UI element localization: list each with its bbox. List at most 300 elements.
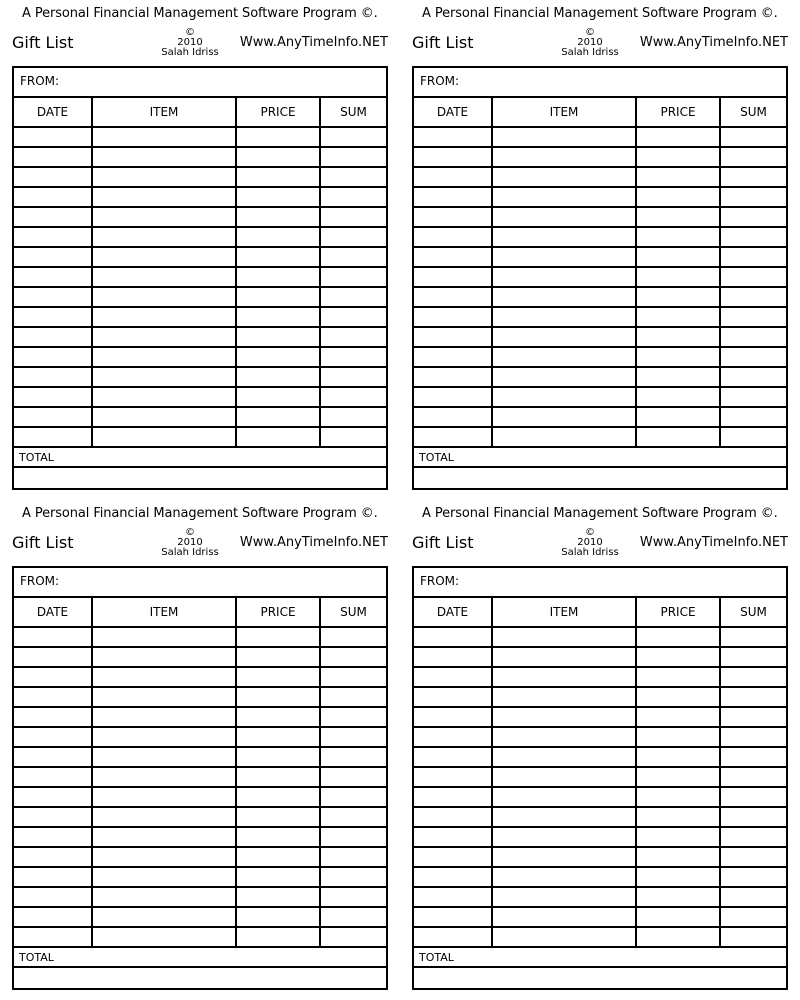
- total-value-field[interactable]: [414, 468, 786, 486]
- date-cell[interactable]: [14, 347, 92, 367]
- price-cell[interactable]: [236, 407, 320, 427]
- price-cell[interactable]: [236, 787, 320, 807]
- date-cell[interactable]: [14, 747, 92, 767]
- date-cell[interactable]: [414, 827, 492, 847]
- price-cell[interactable]: [236, 667, 320, 687]
- date-cell[interactable]: [14, 927, 92, 947]
- date-cell[interactable]: [14, 427, 92, 447]
- price-cell[interactable]: [636, 167, 720, 187]
- date-cell[interactable]: [14, 247, 92, 267]
- date-cell[interactable]: [414, 387, 492, 407]
- copyright-block: [150, 28, 230, 58]
- sum-cell[interactable]: [320, 927, 386, 947]
- date-cell[interactable]: [14, 727, 92, 747]
- item-cell[interactable]: [92, 747, 236, 767]
- date-cell[interactable]: [14, 687, 92, 707]
- date-cell[interactable]: [14, 167, 92, 187]
- sum-cell[interactable]: [720, 207, 786, 227]
- item-cell[interactable]: [92, 127, 236, 147]
- date-cell[interactable]: [414, 307, 492, 327]
- price-cell[interactable]: [236, 867, 320, 887]
- table-row: [414, 667, 786, 687]
- sum-cell[interactable]: [720, 867, 786, 887]
- column-header-date: DATE: [414, 598, 492, 627]
- date-cell[interactable]: [414, 187, 492, 207]
- sum-cell[interactable]: [720, 407, 786, 427]
- price-cell[interactable]: [636, 687, 720, 707]
- table-header-row: [14, 598, 386, 627]
- sum-cell[interactable]: [720, 127, 786, 147]
- item-cell[interactable]: [92, 627, 236, 647]
- sum-cell[interactable]: [320, 127, 386, 147]
- item-cell[interactable]: [92, 907, 236, 927]
- item-cell[interactable]: [92, 207, 236, 227]
- date-cell[interactable]: [414, 347, 492, 367]
- item-cell[interactable]: [492, 687, 636, 707]
- sum-cell[interactable]: [720, 767, 786, 787]
- table-row: [14, 827, 386, 847]
- item-cell[interactable]: [492, 707, 636, 727]
- date-cell[interactable]: [414, 427, 492, 447]
- price-cell[interactable]: [636, 287, 720, 307]
- sum-cell[interactable]: [320, 747, 386, 767]
- sum-cell[interactable]: [320, 907, 386, 927]
- from-field[interactable]: [414, 568, 786, 598]
- date-cell[interactable]: [414, 867, 492, 887]
- sum-cell[interactable]: [720, 887, 786, 907]
- date-cell[interactable]: [14, 807, 92, 827]
- item-cell[interactable]: [492, 167, 636, 187]
- price-cell[interactable]: [236, 887, 320, 907]
- item-cell[interactable]: [92, 667, 236, 687]
- sum-cell[interactable]: [720, 807, 786, 827]
- price-cell[interactable]: [236, 147, 320, 167]
- item-cell[interactable]: [92, 707, 236, 727]
- date-cell[interactable]: [14, 227, 92, 247]
- item-cell[interactable]: [92, 247, 236, 267]
- price-cell[interactable]: [636, 727, 720, 747]
- date-cell[interactable]: [14, 847, 92, 867]
- date-cell[interactable]: [14, 287, 92, 307]
- date-cell[interactable]: [14, 887, 92, 907]
- price-cell[interactable]: [636, 887, 720, 907]
- price-cell[interactable]: [236, 127, 320, 147]
- website-link[interactable]: Www.AnyTimeInfo.NET: [639, 35, 788, 50]
- item-cell[interactable]: [492, 367, 636, 387]
- sum-cell[interactable]: [320, 667, 386, 687]
- from-field[interactable]: [414, 68, 786, 98]
- item-cell[interactable]: [492, 347, 636, 367]
- item-cell[interactable]: [492, 127, 636, 147]
- website-link[interactable]: Www.AnyTimeInfo.NET: [639, 535, 788, 550]
- date-cell[interactable]: [414, 927, 492, 947]
- price-cell[interactable]: [236, 807, 320, 827]
- price-cell[interactable]: [236, 687, 320, 707]
- table-header-row: [414, 598, 786, 627]
- sum-cell[interactable]: [720, 827, 786, 847]
- sum-cell[interactable]: [720, 647, 786, 667]
- item-cell[interactable]: [492, 327, 636, 347]
- date-cell[interactable]: [14, 127, 92, 147]
- item-cell[interactable]: [492, 267, 636, 287]
- price-cell[interactable]: [636, 367, 720, 387]
- sum-cell[interactable]: [720, 727, 786, 747]
- website-link[interactable]: Www.AnyTimeInfo.NET: [239, 35, 388, 50]
- website-link[interactable]: Www.AnyTimeInfo.NET: [239, 535, 388, 550]
- item-cell[interactable]: [492, 927, 636, 947]
- table-row: [14, 887, 386, 907]
- price-cell[interactable]: [636, 747, 720, 767]
- price-cell[interactable]: [636, 787, 720, 807]
- price-cell[interactable]: [636, 767, 720, 787]
- sum-cell[interactable]: [320, 767, 386, 787]
- item-cell[interactable]: [92, 347, 236, 367]
- price-cell[interactable]: [636, 427, 720, 447]
- price-cell[interactable]: [636, 247, 720, 267]
- sum-cell[interactable]: [720, 247, 786, 267]
- sum-cell[interactable]: [720, 707, 786, 727]
- sum-cell[interactable]: [720, 307, 786, 327]
- price-cell[interactable]: [636, 927, 720, 947]
- gift-list-sheet: [412, 504, 788, 996]
- total-label: TOTAL: [19, 451, 54, 464]
- sum-cell[interactable]: [320, 627, 386, 647]
- sum-cell[interactable]: [320, 207, 386, 227]
- price-cell[interactable]: [236, 927, 320, 947]
- item-cell[interactable]: [92, 787, 236, 807]
- from-label: FROM:: [20, 574, 60, 588]
- date-cell[interactable]: [14, 407, 92, 427]
- price-cell[interactable]: [236, 847, 320, 867]
- date-cell[interactable]: [414, 787, 492, 807]
- price-cell[interactable]: [236, 247, 320, 267]
- column-header-sum: SUM: [320, 98, 386, 127]
- date-cell[interactable]: [414, 227, 492, 247]
- item-cell[interactable]: [492, 767, 636, 787]
- item-cell[interactable]: [492, 187, 636, 207]
- item-cell[interactable]: [492, 887, 636, 907]
- date-cell[interactable]: [414, 367, 492, 387]
- sum-cell[interactable]: [320, 687, 386, 707]
- date-cell[interactable]: [414, 647, 492, 667]
- sum-cell[interactable]: [320, 847, 386, 867]
- table-row: [414, 167, 786, 187]
- table-header-row: [414, 98, 786, 127]
- item-cell[interactable]: [92, 167, 236, 187]
- date-cell[interactable]: [14, 207, 92, 227]
- table-row: [14, 327, 386, 347]
- price-cell[interactable]: [236, 167, 320, 187]
- sum-cell[interactable]: [320, 267, 386, 287]
- price-cell[interactable]: [236, 367, 320, 387]
- price-cell[interactable]: [236, 387, 320, 407]
- date-cell[interactable]: [414, 847, 492, 867]
- price-cell[interactable]: [636, 147, 720, 167]
- sum-cell[interactable]: [320, 347, 386, 367]
- from-label: FROM:: [420, 74, 460, 88]
- price-cell[interactable]: [636, 867, 720, 887]
- date-cell[interactable]: [14, 367, 92, 387]
- date-cell[interactable]: [414, 687, 492, 707]
- price-cell[interactable]: [636, 667, 720, 687]
- sum-cell[interactable]: [320, 167, 386, 187]
- price-cell[interactable]: [236, 207, 320, 227]
- price-cell[interactable]: [236, 747, 320, 767]
- item-cell[interactable]: [492, 827, 636, 847]
- date-cell[interactable]: [414, 267, 492, 287]
- item-cell[interactable]: [92, 807, 236, 827]
- item-cell[interactable]: [492, 287, 636, 307]
- from-field[interactable]: [14, 68, 386, 98]
- price-cell[interactable]: [636, 907, 720, 927]
- sum-cell[interactable]: [720, 907, 786, 927]
- item-cell[interactable]: [92, 407, 236, 427]
- item-cell[interactable]: [92, 687, 236, 707]
- price-cell[interactable]: [636, 347, 720, 367]
- price-cell[interactable]: [236, 347, 320, 367]
- date-cell[interactable]: [14, 307, 92, 327]
- item-cell[interactable]: [492, 227, 636, 247]
- sum-cell[interactable]: [320, 827, 386, 847]
- from-field[interactable]: [14, 568, 386, 598]
- price-cell[interactable]: [636, 647, 720, 667]
- price-cell[interactable]: [236, 707, 320, 727]
- sum-cell[interactable]: [720, 847, 786, 867]
- item-cell[interactable]: [492, 647, 636, 667]
- price-cell[interactable]: [236, 287, 320, 307]
- sum-cell[interactable]: [320, 407, 386, 427]
- date-cell[interactable]: [414, 167, 492, 187]
- item-cell[interactable]: [492, 407, 636, 427]
- date-cell[interactable]: [14, 187, 92, 207]
- price-cell[interactable]: [636, 307, 720, 327]
- price-cell[interactable]: [636, 407, 720, 427]
- price-cell[interactable]: [236, 907, 320, 927]
- item-cell[interactable]: [92, 647, 236, 667]
- item-cell[interactable]: [492, 867, 636, 887]
- item-cell[interactable]: [92, 867, 236, 887]
- price-cell[interactable]: [636, 227, 720, 247]
- price-cell[interactable]: [636, 267, 720, 287]
- item-cell[interactable]: [492, 247, 636, 267]
- date-cell[interactable]: [14, 907, 92, 927]
- sum-cell[interactable]: [720, 167, 786, 187]
- item-cell[interactable]: [92, 187, 236, 207]
- total-label: TOTAL: [19, 951, 54, 964]
- price-cell[interactable]: [636, 207, 720, 227]
- sum-cell[interactable]: [720, 147, 786, 167]
- page-title: Gift List: [412, 533, 474, 552]
- price-cell[interactable]: [636, 707, 720, 727]
- sum-cell[interactable]: [320, 187, 386, 207]
- date-cell[interactable]: [414, 287, 492, 307]
- item-cell[interactable]: [92, 267, 236, 287]
- date-cell[interactable]: [14, 267, 92, 287]
- price-cell[interactable]: [236, 627, 320, 647]
- item-cell[interactable]: [92, 147, 236, 167]
- price-cell[interactable]: [236, 647, 320, 667]
- sum-cell[interactable]: [320, 327, 386, 347]
- item-cell[interactable]: [92, 847, 236, 867]
- table-row: [14, 847, 386, 867]
- price-cell[interactable]: [636, 127, 720, 147]
- item-cell[interactable]: [92, 367, 236, 387]
- item-cell[interactable]: [492, 627, 636, 647]
- item-cell[interactable]: [492, 907, 636, 927]
- item-cell[interactable]: [492, 207, 636, 227]
- date-cell[interactable]: [414, 907, 492, 927]
- item-cell[interactable]: [492, 787, 636, 807]
- price-cell[interactable]: [636, 827, 720, 847]
- sum-cell[interactable]: [320, 807, 386, 827]
- sum-cell[interactable]: [320, 147, 386, 167]
- sum-cell[interactable]: [720, 687, 786, 707]
- item-cell[interactable]: [92, 287, 236, 307]
- copyright-block: [550, 28, 630, 58]
- sum-cell[interactable]: [320, 387, 386, 407]
- date-cell[interactable]: [414, 727, 492, 747]
- item-cell[interactable]: [92, 887, 236, 907]
- sum-cell[interactable]: [320, 287, 386, 307]
- date-cell[interactable]: [14, 667, 92, 687]
- item-cell[interactable]: [92, 767, 236, 787]
- item-cell[interactable]: [492, 847, 636, 867]
- price-cell[interactable]: [236, 327, 320, 347]
- sum-cell[interactable]: [720, 227, 786, 247]
- sum-cell[interactable]: [720, 267, 786, 287]
- sum-cell[interactable]: [320, 727, 386, 747]
- item-cell[interactable]: [92, 727, 236, 747]
- date-cell[interactable]: [14, 707, 92, 727]
- item-cell[interactable]: [92, 307, 236, 327]
- item-cell[interactable]: [92, 387, 236, 407]
- price-cell[interactable]: [636, 847, 720, 867]
- price-cell[interactable]: [236, 827, 320, 847]
- price-cell[interactable]: [236, 267, 320, 287]
- price-cell[interactable]: [236, 427, 320, 447]
- copyright-symbol: ©: [185, 527, 195, 538]
- date-cell[interactable]: [414, 887, 492, 907]
- date-cell[interactable]: [14, 787, 92, 807]
- date-cell[interactable]: [14, 827, 92, 847]
- date-cell[interactable]: [414, 747, 492, 767]
- date-cell[interactable]: [14, 327, 92, 347]
- date-cell[interactable]: [414, 627, 492, 647]
- item-cell[interactable]: [492, 807, 636, 827]
- sum-cell[interactable]: [320, 367, 386, 387]
- sum-cell[interactable]: [720, 387, 786, 407]
- price-cell[interactable]: [636, 627, 720, 647]
- sum-cell[interactable]: [720, 187, 786, 207]
- date-cell[interactable]: [414, 667, 492, 687]
- table-row: [414, 927, 786, 947]
- date-cell[interactable]: [414, 127, 492, 147]
- date-cell[interactable]: [14, 647, 92, 667]
- sum-cell[interactable]: [720, 347, 786, 367]
- table-row: [14, 647, 386, 667]
- item-cell[interactable]: [92, 427, 236, 447]
- column-header-sum: SUM: [720, 98, 786, 127]
- sum-cell[interactable]: [720, 927, 786, 947]
- sum-cell[interactable]: [320, 707, 386, 727]
- sum-cell[interactable]: [320, 867, 386, 887]
- sum-cell[interactable]: [720, 627, 786, 647]
- sum-cell[interactable]: [720, 667, 786, 687]
- total-value-field[interactable]: [14, 468, 386, 486]
- price-cell[interactable]: [636, 327, 720, 347]
- sum-cell[interactable]: [720, 747, 786, 767]
- item-cell[interactable]: [492, 147, 636, 167]
- price-cell[interactable]: [636, 807, 720, 827]
- date-cell[interactable]: [14, 387, 92, 407]
- date-cell[interactable]: [414, 707, 492, 727]
- table-row: [14, 807, 386, 827]
- item-cell[interactable]: [92, 927, 236, 947]
- date-cell[interactable]: [14, 147, 92, 167]
- item-cell[interactable]: [492, 727, 636, 747]
- item-cell[interactable]: [492, 667, 636, 687]
- price-cell[interactable]: [236, 307, 320, 327]
- column-header-item: ITEM: [92, 598, 236, 627]
- table-row: [414, 407, 786, 427]
- sum-cell[interactable]: [720, 327, 786, 347]
- date-cell[interactable]: [414, 207, 492, 227]
- item-cell[interactable]: [492, 747, 636, 767]
- price-cell[interactable]: [236, 727, 320, 747]
- price-cell[interactable]: [636, 387, 720, 407]
- price-cell[interactable]: [236, 187, 320, 207]
- date-cell[interactable]: [14, 627, 92, 647]
- sum-cell[interactable]: [720, 287, 786, 307]
- date-cell[interactable]: [414, 807, 492, 827]
- date-cell[interactable]: [414, 767, 492, 787]
- gift-form: [412, 566, 788, 990]
- sum-cell[interactable]: [320, 227, 386, 247]
- sum-cell[interactable]: [720, 367, 786, 387]
- total-label: TOTAL: [419, 451, 454, 464]
- sum-cell[interactable]: [320, 307, 386, 327]
- price-cell[interactable]: [236, 227, 320, 247]
- total-value-field[interactable]: [14, 968, 386, 986]
- copyright-year: 2010: [177, 537, 203, 548]
- date-cell[interactable]: [14, 767, 92, 787]
- date-cell[interactable]: [414, 407, 492, 427]
- total-value-field[interactable]: [414, 968, 786, 986]
- date-cell[interactable]: [414, 147, 492, 167]
- sum-cell[interactable]: [320, 247, 386, 267]
- date-cell[interactable]: [14, 867, 92, 887]
- item-cell[interactable]: [92, 327, 236, 347]
- item-cell[interactable]: [492, 427, 636, 447]
- column-header-price: PRICE: [636, 98, 720, 127]
- sum-cell[interactable]: [320, 647, 386, 667]
- item-cell[interactable]: [92, 827, 236, 847]
- price-cell[interactable]: [236, 767, 320, 787]
- sum-cell[interactable]: [720, 787, 786, 807]
- item-cell[interactable]: [92, 227, 236, 247]
- date-cell[interactable]: [414, 327, 492, 347]
- table-row: [414, 727, 786, 747]
- item-cell[interactable]: [492, 307, 636, 327]
- price-cell[interactable]: [636, 187, 720, 207]
- total-row: [414, 948, 786, 968]
- sum-cell[interactable]: [320, 787, 386, 807]
- sum-cell[interactable]: [720, 427, 786, 447]
- item-cell[interactable]: [492, 387, 636, 407]
- sum-cell[interactable]: [320, 427, 386, 447]
- sum-cell[interactable]: [320, 887, 386, 907]
- date-cell[interactable]: [414, 247, 492, 267]
